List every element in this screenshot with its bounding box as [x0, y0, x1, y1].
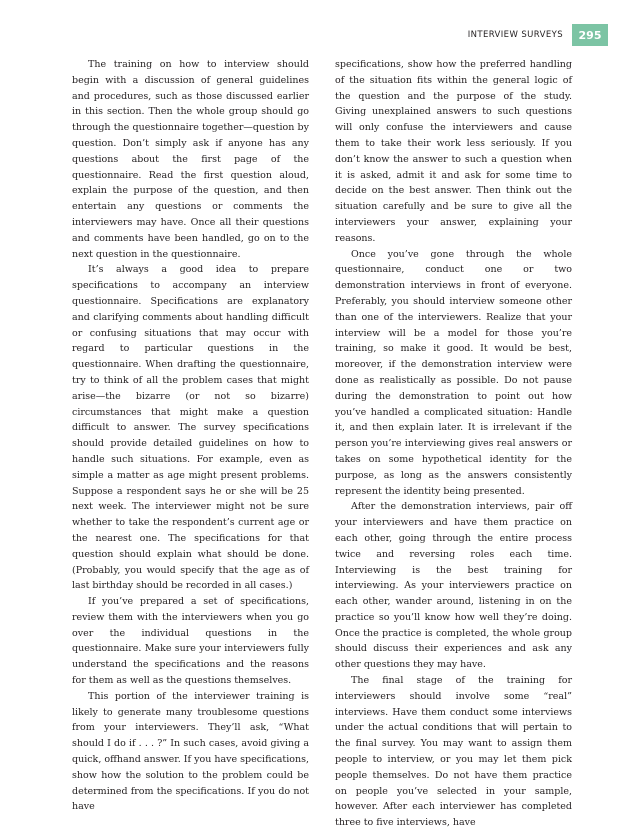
- paragraph: If you’ve prepared a set of specifications, review them with the interviewers when you go over the individual questions in the questionnaire. Make sure your interviewers fully understand the specifications and the reasons for them as well as the questions themselves.: [72, 596, 309, 687]
- paragraph: Once you’ve gone through the whole questionnaire, conduct one or two demonstration interviews in front of everyone. Preferably, you should interview someone other than one of the interviewers. Realize that your interview will be a model for those you’re training, so make it good. It would be best, moreover, if the demonstration interview were done as realistically as possible. Do not pause during the demonstration to point out how you’ve handled a complicated situation: Handle it, and then explain later. It is irrelevant if the person you’re interviewing gives real answers or takes on some hypothetical identity for the purpose, as long as the answers consistently represent the identity being presented.: [335, 248, 572, 497]
- left-column: [72, 57, 309, 831]
- running-head: INTERVIEW SURVEYS: [467, 30, 563, 40]
- paragraph: The training on how to interview should begin with a discussion of general guidelines and procedures, such as those discussed earlier in this section. Then the whole group should go through the questionnaire together—question by question. Don’t simply ask if anyone has any questions about the first page of the questionnaire. Read the first question aloud, explain the purpose of the question, and then entertain any questions or comments the interviewers may have. Once all their questions and comments have been handled, go on to the next question in the questionnaire.: [72, 59, 309, 260]
- right-column: [335, 57, 572, 831]
- paragraph-continued: specifications, show how the preferred handling of the situation fits within the general logic of the question and the purpose of the study. Giving unexplained answers to such questions will only confuse the interviewers and cause them to take their work less seriously. If you don’t know the answer to such a question when it is asked, admit it and ask for some time to decide on the best answer. Then think out the situation carefully and be sure to give all the interviewers your answer, explaining your reasons.: [335, 59, 572, 244]
- paragraph: It’s always a good idea to prepare specifications to accompany an interview questionnaire. Specifications are explanatory and clarifying comments about handling difficult or confusing situations that may occur with regard to particular questions in the questionnaire. When drafting the questionnaire, try to think of all the problem cases that might arise—the bizarre (or not so bizarre) circumstances that might make a question difficult to answer. The survey specifications should provide detailed guidelines on how to handle such situations. For example, even as simple a matter as age might present problems. Suppose a respondent says he or she will be 25 next week. The interviewer might not be sure whether to take the respondent’s current age or the nearest one. The specifications for that question should explain what should be done. (Probably, you would specify that the age as of last birthday should be recorded in all cases.): [72, 264, 309, 592]
- page-header: [468, 24, 608, 46]
- paragraph: This portion of the interviewer training is likely to generate many troublesome questions from your interviewers. They’ll ask, “What should I do if . . . ?” In such cases, avoid giving a quick, offhand answer. If you have specifications, show how the solution to the problem could be determined from the specifications. If you do not have: [72, 690, 309, 813]
- paragraph: After the demonstration interviews, pair off your interviewers and have them practice on each other, going through the entire process twice and reversing roles each time. Interviewing is the best training for interviewing. As your interviewers practice on each other, wander around, listening in on the practice so you’ll know how well they’re doing. Once the practice is completed, the whole group should discuss their experiences and ask any other questions they may have.: [335, 501, 572, 671]
- paragraph: The final stage of the training for interviewers should involve some “real” interviews. Have them conduct some interviews under the actual conditions that will pertain to the final survey. You may want to assign them people to interview, or you may let them pick people themselves. Do not have them practice on people you’ve selected in your sample, however. After each interviewer has completed three to five interviews, have: [335, 675, 572, 829]
- body-text: [72, 57, 572, 831]
- page-number: 295: [572, 24, 608, 46]
